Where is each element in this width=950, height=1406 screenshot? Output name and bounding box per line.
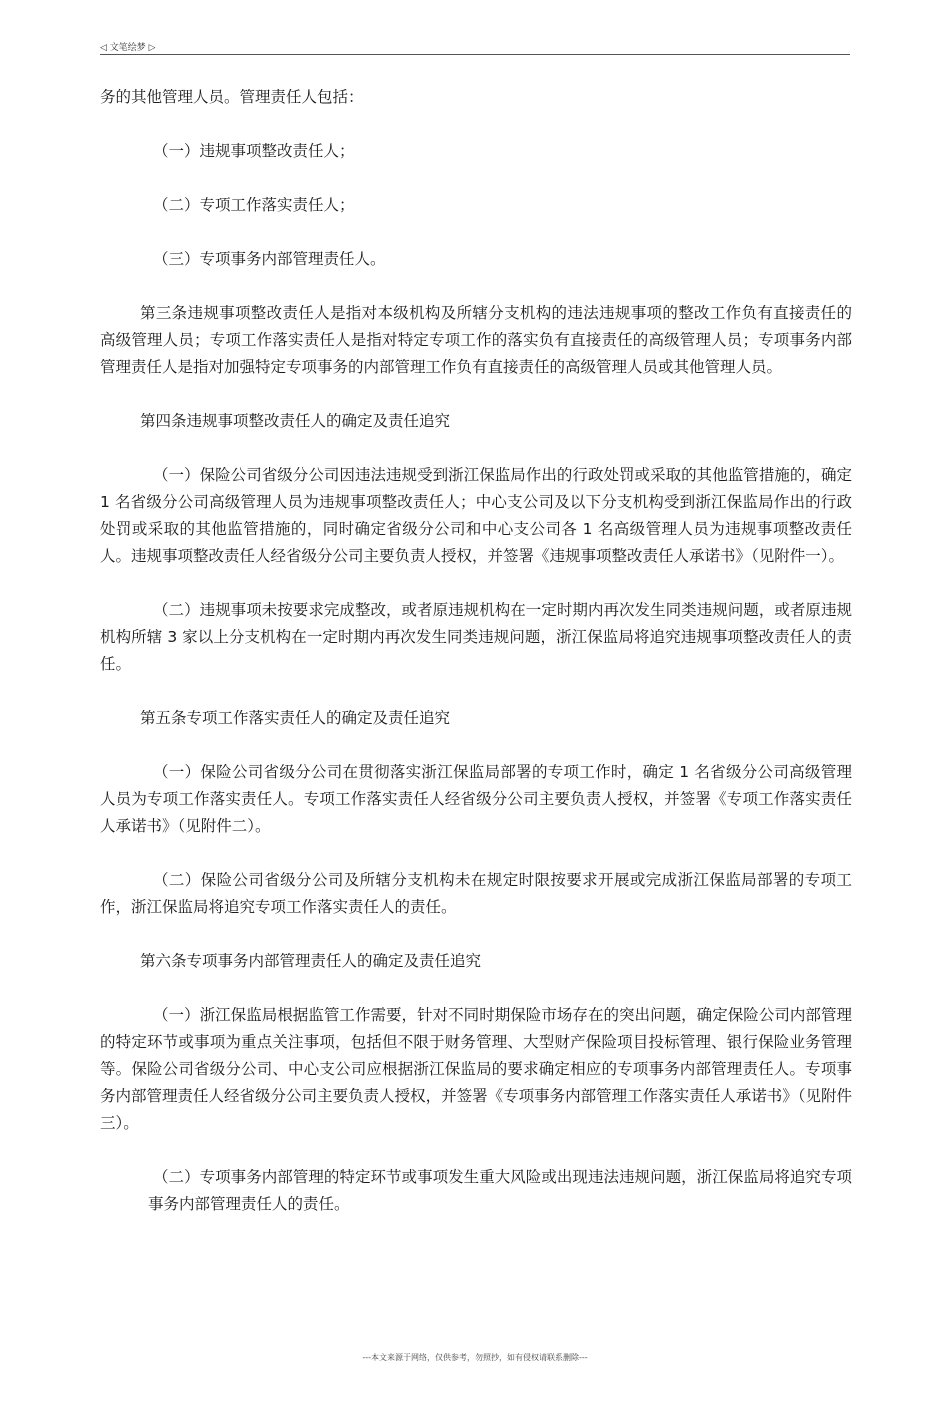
page-footer: ---本文来源于网络，仅供参考，勿照抄，如有侵权请联系删除--- [362,1353,588,1362]
page-header [100,40,850,56]
article-heading: 第四条违规事项整改责任人的确定及责任追究 [140,412,451,430]
paragraph: 务的其他管理人员。管理责任人包括： [100,88,364,106]
article-3: 第三条违规事项整改责任人是指对本级机构及所辖分支机构的违法违规事项的整改工作负有直接责任的高级管理人员；专项工作落实责任人是指对特定专项工作的落实负有直接责任的高级管理人员；专项事务内部管理责任人是指对加强特定专项事务的内部管理工作负有直接责任的高级管理人员或其他管理人员。 [100,304,852,376]
paragraph: （二）保险公司省级分公司及所辖分支机构未在规定时限按要求开展或完成浙江保监局部署的专项工作，浙江保监局将追究专项工作落实责任人的责任。 [100,871,852,916]
header-label: ◁ 文笔绘梦 ▷ [100,43,156,53]
list-item: （一）违规事项整改责任人； [153,142,355,160]
document-body [100,84,852,1218]
article-heading: 第五条专项工作落实责任人的确定及责任追究 [140,709,451,727]
article-heading: 第六条专项事务内部管理责任人的确定及责任追究 [140,952,482,970]
list-item: （二）专项工作落实责任人； [153,196,355,214]
paragraph: （二）违规事项未按要求完成整改，或者原违规机构在一定时期内再次发生同类违规问题，或者原违规机构所辖 3 家以上分支机构在一定时期内再次发生同类违规问题，浙江保监局将追究违规事项整改责任人的责任。 [100,601,852,673]
header-divider [100,54,850,55]
paragraph: （一）浙江保监局根据监管工作需要，针对不同时期保险市场存在的突出问题，确定保险公司内部管理的特定环节或事项为重点关注事项，包括但不限于财务管理、大型财产保险项目投标管理、银行保险业务管理等。保险公司省级分公司、中心支公司应根据浙江保监局的要求确定相应的专项事务内部管理责任人。专项事务内部管理责任人经省级分公司主要负责人授权，并签署《专项事务内部管理工作落实责任人承诺书》（见附件三）。 [100,1006,852,1132]
paragraph: （一）保险公司省级分公司在贯彻落实浙江保监局部署的专项工作时，确定 1 名省级分公司高级管理人员为专项工作落实责任人。专项工作落实责任人经省级分公司主要负责人授权，并签署《专项工作落实责任人承诺书》（见附件二）。 [100,763,852,835]
list-item: （三）专项事务内部管理责任人。 [153,250,386,268]
paragraph: （二）专项事务内部管理的特定环节或事项发生重大风险或出现违法违规问题，浙江保监局将追究专项事务内部管理责任人的责任。 [148,1168,852,1213]
paragraph: （一）保险公司省级分公司因违法违规受到浙江保监局作出的行政处罚或采取的其他监管措施的，确定 1 名省级分公司高级管理人员为违规事项整改责任人；中心支公司及以下分支机构受到浙江保监局作出的行政处罚或采取的其他监管措施的，同时确定省级分公司和中心支公司各 1 名高级管理人员为违规事项整改责任人。违规事项整改责任人经省级分公司主要负责人授权，并签署《违规事项整改责任人承诺书》（见附件一）。 [100,466,852,565]
